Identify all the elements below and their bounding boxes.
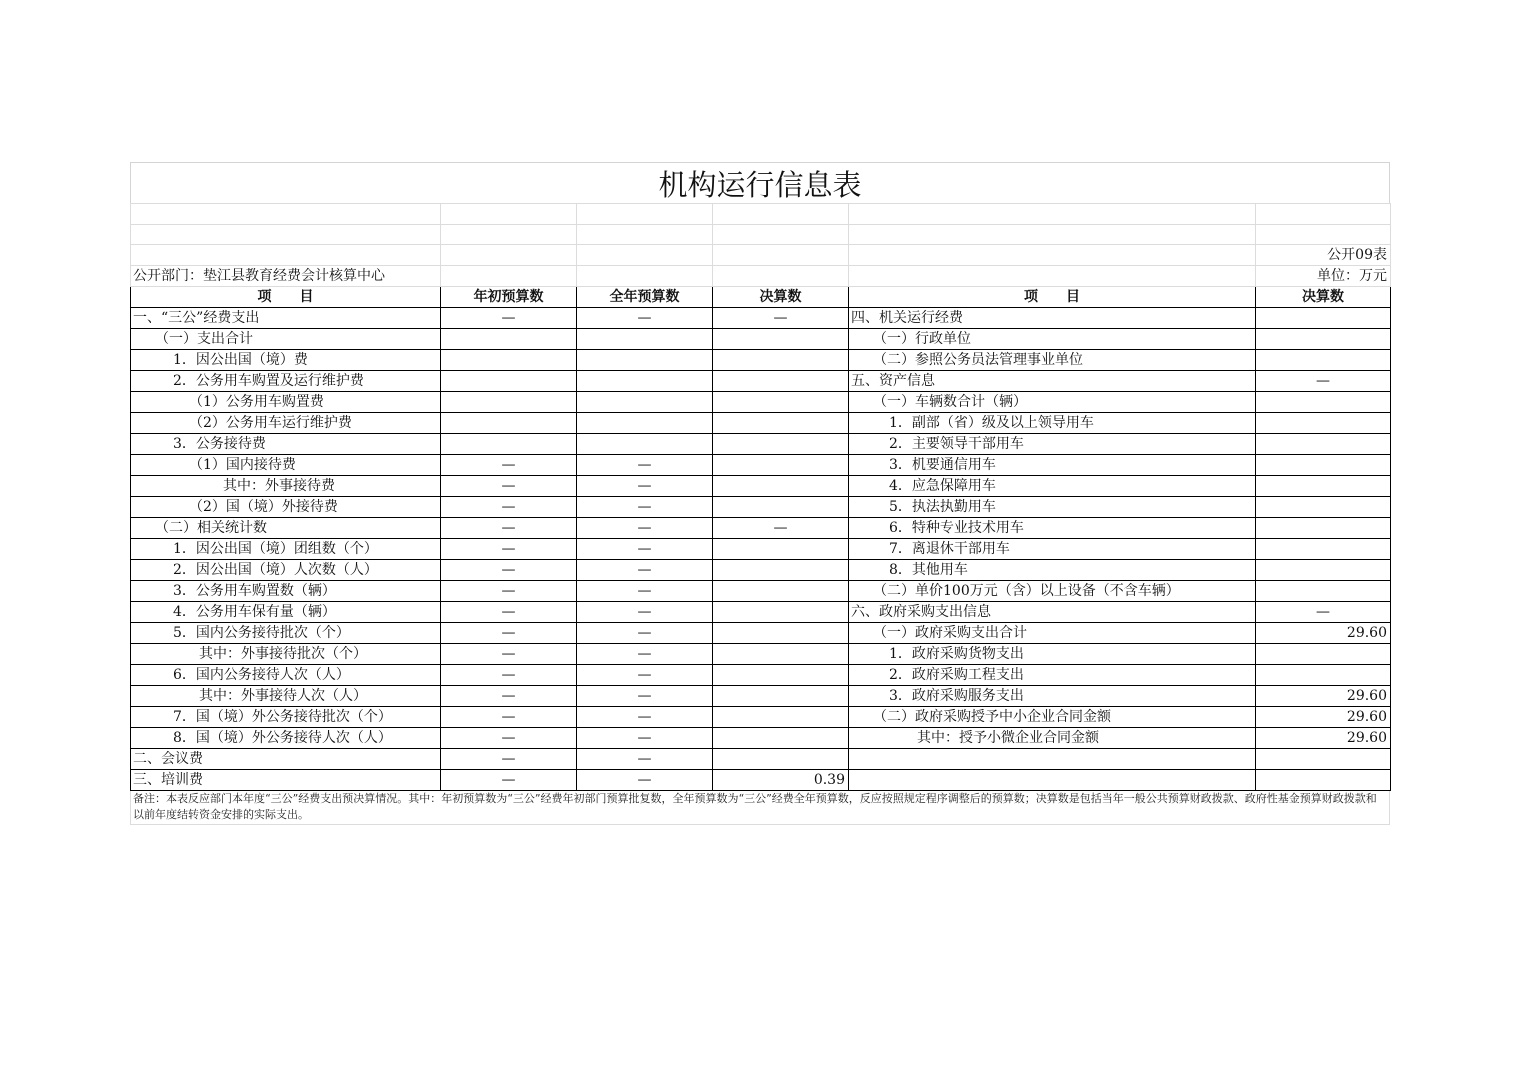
final-account-cell — [713, 749, 849, 770]
final-account-cell: — — [713, 308, 849, 329]
table-row — [131, 392, 1391, 413]
initial-budget-cell: — — [441, 455, 577, 476]
full-year-budget-cell — [577, 371, 713, 392]
table-row — [131, 476, 1391, 497]
full-year-budget-cell: — — [577, 644, 713, 665]
right-item-label: 2．主要领导干部用车 — [849, 434, 1256, 455]
right-item-label: 1．副部（省）级及以上领导用车 — [849, 413, 1256, 434]
right-final-account-cell — [1256, 413, 1391, 434]
left-item-label: 7．国（境）外公务接待批次（个） — [131, 707, 441, 728]
blank-row — [131, 224, 1391, 245]
right-final-account-cell — [1256, 644, 1391, 665]
right-item-label: 4．应急保障用车 — [849, 476, 1256, 497]
final-account-cell — [713, 392, 849, 413]
left-item-label: （二）相关统计数 — [131, 518, 441, 539]
initial-budget-cell: — — [441, 602, 577, 623]
left-item-label: 5．国内公务接待批次（个） — [131, 623, 441, 644]
left-item-label: 3．公务用车购置数（辆） — [131, 581, 441, 602]
full-year-budget-cell: — — [577, 623, 713, 644]
right-item-label — [849, 749, 1256, 770]
header-full-year-budget: 全年预算数 — [577, 287, 713, 308]
right-final-account-cell: 29.60 — [1256, 707, 1391, 728]
final-account-cell — [713, 476, 849, 497]
full-year-budget-cell — [577, 392, 713, 413]
full-year-budget-cell — [577, 350, 713, 371]
initial-budget-cell: — — [441, 476, 577, 497]
table-row — [131, 602, 1391, 623]
unit-label: 单位：万元 — [1256, 266, 1391, 287]
report-sheet — [130, 162, 1390, 825]
right-final-account-cell — [1256, 350, 1391, 371]
left-item-label: 一、“三公”经费支出 — [131, 308, 441, 329]
left-item-label: （1）公务用车购置费 — [131, 392, 441, 413]
department-row — [131, 266, 1391, 287]
initial-budget-cell: — — [441, 623, 577, 644]
right-item-label: 6．特种专业技术用车 — [849, 518, 1256, 539]
final-account-cell: — — [713, 518, 849, 539]
left-item-label: 2．因公出国（境）人次数（人） — [131, 560, 441, 581]
full-year-budget-cell: — — [577, 539, 713, 560]
final-account-cell — [713, 413, 849, 434]
right-item-label: 四、机关运行经费 — [849, 308, 1256, 329]
full-year-budget-cell — [577, 329, 713, 350]
header-initial-budget: 年初预算数 — [441, 287, 577, 308]
table-row — [131, 707, 1391, 728]
header-final-account: 决算数 — [713, 287, 849, 308]
final-account-cell — [713, 728, 849, 749]
right-final-account-cell — [1256, 329, 1391, 350]
final-account-cell — [713, 329, 849, 350]
initial-budget-cell: — — [441, 497, 577, 518]
left-item-label: 1．因公出国（境）费 — [131, 350, 441, 371]
left-item-label: 其中：外事接待人次（人） — [131, 686, 441, 707]
final-account-cell — [713, 602, 849, 623]
table-row — [131, 497, 1391, 518]
table-row — [131, 581, 1391, 602]
right-item-label: （二）单价100万元（含）以上设备（不含车辆） — [849, 581, 1256, 602]
right-item-label: 7．离退休干部用车 — [849, 539, 1256, 560]
table-row — [131, 623, 1391, 644]
full-year-budget-cell — [577, 413, 713, 434]
initial-budget-cell: — — [441, 539, 577, 560]
table-row — [131, 560, 1391, 581]
initial-budget-cell — [441, 434, 577, 455]
right-final-account-cell: — — [1256, 602, 1391, 623]
right-final-account-cell — [1256, 434, 1391, 455]
left-item-label: 其中：外事接待批次（个） — [131, 644, 441, 665]
right-final-account-cell: 29.60 — [1256, 686, 1391, 707]
right-final-account-cell — [1256, 749, 1391, 770]
left-item-label: 6．国内公务接待人次（人） — [131, 665, 441, 686]
full-year-budget-cell: — — [577, 770, 713, 791]
report-table — [130, 203, 1391, 791]
left-item-label: 1．因公出国（境）团组数（个） — [131, 539, 441, 560]
right-item-label: （二）政府采购授予中小企业合同金额 — [849, 707, 1256, 728]
full-year-budget-cell: — — [577, 518, 713, 539]
initial-budget-cell: — — [441, 770, 577, 791]
full-year-budget-cell: — — [577, 728, 713, 749]
right-item-label: 3．机要通信用车 — [849, 455, 1256, 476]
left-item-label: 二、会议费 — [131, 749, 441, 770]
right-final-account-cell — [1256, 770, 1391, 791]
right-item-label: 1．政府采购货物支出 — [849, 644, 1256, 665]
initial-budget-cell — [441, 392, 577, 413]
full-year-budget-cell: — — [577, 560, 713, 581]
right-item-label: （一）车辆数合计（辆） — [849, 392, 1256, 413]
right-item-label: （一）政府采购支出合计 — [849, 623, 1256, 644]
initial-budget-cell — [441, 413, 577, 434]
right-item-label: 其中：授予小微企业合同金额 — [849, 728, 1256, 749]
report-title: 机构运行信息表 — [130, 162, 1390, 203]
table-row — [131, 728, 1391, 749]
left-item-label: （2）国（境）外接待费 — [131, 497, 441, 518]
initial-budget-cell: — — [441, 560, 577, 581]
right-final-account-cell — [1256, 560, 1391, 581]
full-year-budget-cell — [577, 434, 713, 455]
header-item-right: 项 目 — [849, 287, 1256, 308]
blank-row — [131, 204, 1391, 225]
table-row — [131, 518, 1391, 539]
final-account-cell — [713, 623, 849, 644]
full-year-budget-cell: — — [577, 686, 713, 707]
full-year-budget-cell: — — [577, 707, 713, 728]
form-code: 公开09表 — [1256, 245, 1391, 266]
table-row — [131, 371, 1391, 392]
full-year-budget-cell: — — [577, 497, 713, 518]
right-final-account-cell — [1256, 308, 1391, 329]
initial-budget-cell — [441, 371, 577, 392]
department-label: 公开部门：垫江县教育经费会计核算中心 — [131, 266, 441, 287]
table-row — [131, 665, 1391, 686]
right-final-account-cell — [1256, 518, 1391, 539]
full-year-budget-cell: — — [577, 476, 713, 497]
right-item-label: 8．其他用车 — [849, 560, 1256, 581]
initial-budget-cell: — — [441, 686, 577, 707]
left-item-label: 三、培训费 — [131, 770, 441, 791]
initial-budget-cell: — — [441, 518, 577, 539]
left-item-label: （2）公务用车运行维护费 — [131, 413, 441, 434]
right-final-account-cell — [1256, 581, 1391, 602]
table-row — [131, 434, 1391, 455]
left-item-label: 4．公务用车保有量（辆） — [131, 602, 441, 623]
header-item-left: 项 目 — [131, 287, 441, 308]
table-row — [131, 539, 1391, 560]
full-year-budget-cell: — — [577, 455, 713, 476]
table-row — [131, 686, 1391, 707]
table-row — [131, 308, 1391, 329]
final-account-cell — [713, 686, 849, 707]
right-final-account-cell: 29.60 — [1256, 623, 1391, 644]
full-year-budget-cell: — — [577, 749, 713, 770]
table-row — [131, 749, 1391, 770]
initial-budget-cell: — — [441, 665, 577, 686]
right-item-label: （一）行政单位 — [849, 329, 1256, 350]
initial-budget-cell: — — [441, 728, 577, 749]
full-year-budget-cell: — — [577, 308, 713, 329]
right-final-account-cell — [1256, 476, 1391, 497]
right-final-account-cell — [1256, 497, 1391, 518]
right-item-label: 五、资产信息 — [849, 371, 1256, 392]
final-account-cell — [713, 644, 849, 665]
table-row — [131, 329, 1391, 350]
initial-budget-cell — [441, 350, 577, 371]
right-item-label: 六、政府采购支出信息 — [849, 602, 1256, 623]
right-item-label: （二）参照公务员法管理事业单位 — [849, 350, 1256, 371]
final-account-cell — [713, 707, 849, 728]
left-item-label: （一）支出合计 — [131, 329, 441, 350]
header-row — [131, 287, 1391, 308]
full-year-budget-cell: — — [577, 602, 713, 623]
full-year-budget-cell: — — [577, 665, 713, 686]
table-row — [131, 644, 1391, 665]
initial-budget-cell: — — [441, 644, 577, 665]
right-item-label: 3．政府采购服务支出 — [849, 686, 1256, 707]
initial-budget-cell: — — [441, 581, 577, 602]
final-account-cell — [713, 350, 849, 371]
final-account-cell — [713, 581, 849, 602]
final-account-cell — [713, 665, 849, 686]
form-code-row — [131, 245, 1391, 266]
initial-budget-cell: — — [441, 707, 577, 728]
full-year-budget-cell: — — [577, 581, 713, 602]
final-account-cell — [713, 434, 849, 455]
left-item-label: （1）国内接待费 — [131, 455, 441, 476]
right-item-label: 2．政府采购工程支出 — [849, 665, 1256, 686]
right-final-account-cell: — — [1256, 371, 1391, 392]
right-item-label: 5．执法执勤用车 — [849, 497, 1256, 518]
final-account-cell — [713, 455, 849, 476]
right-item-label — [849, 770, 1256, 791]
right-final-account-cell — [1256, 539, 1391, 560]
left-item-label: 其中：外事接待费 — [131, 476, 441, 497]
right-final-account-cell — [1256, 455, 1391, 476]
left-item-label: 3．公务接待费 — [131, 434, 441, 455]
final-account-cell — [713, 497, 849, 518]
final-account-cell: 0.39 — [713, 770, 849, 791]
right-final-account-cell — [1256, 665, 1391, 686]
right-final-account-cell — [1256, 392, 1391, 413]
right-final-account-cell: 29.60 — [1256, 728, 1391, 749]
final-account-cell — [713, 560, 849, 581]
final-account-cell — [713, 371, 849, 392]
header-final-account-right: 决算数 — [1256, 287, 1391, 308]
table-row — [131, 455, 1391, 476]
initial-budget-cell — [441, 329, 577, 350]
table-row — [131, 770, 1391, 791]
table-row — [131, 350, 1391, 371]
left-item-label: 2．公务用车购置及运行维护费 — [131, 371, 441, 392]
left-item-label: 8．国（境）外公务接待人次（人） — [131, 728, 441, 749]
final-account-cell — [713, 539, 849, 560]
footnote: 备注：本表反应部门本年度“三公”经费支出预决算情况。其中：年初预算数为“三公”经费年初部门预算批复数，全年预算数为“三公”经费全年预算数，反应按照规定程序调整后的预算数；决算数是包括当年一般公共预算财政拨款、政府性基金预算财政拨款和以前年度结转资金安排的实际支出。 — [130, 791, 1390, 825]
initial-budget-cell: — — [441, 308, 577, 329]
table-row — [131, 413, 1391, 434]
initial-budget-cell: — — [441, 749, 577, 770]
